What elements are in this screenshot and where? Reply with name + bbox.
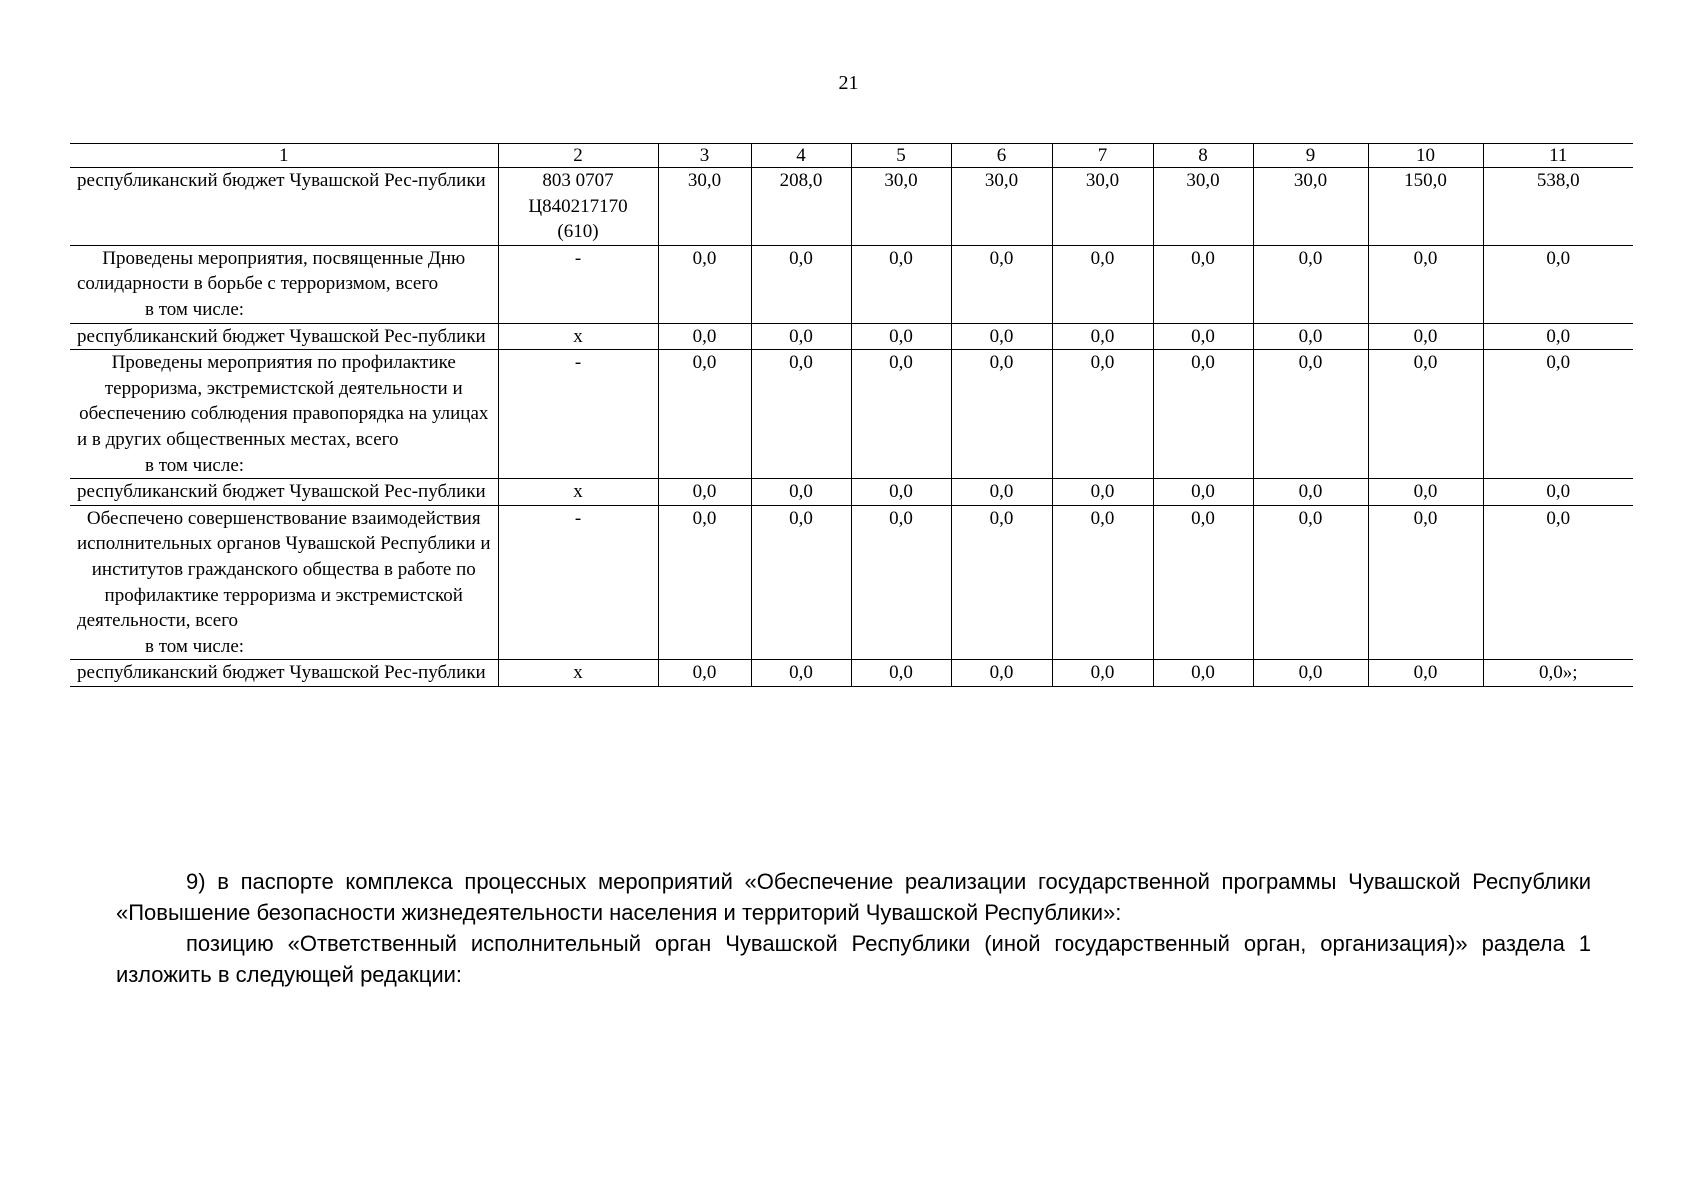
value-cell: 0,0: [1483, 323, 1633, 350]
row-label: Обеспечено совершенствование взаимодействия исполнительных органов Чувашской Республики и институтов гражданского общества в работе по профилактике терроризма и экстремистской деятельности, всего: [77, 507, 491, 632]
table-row: [70, 245, 1633, 323]
value-cell: 0,0: [851, 350, 951, 479]
row-label-cell: [70, 350, 498, 479]
column-header: 11: [1483, 144, 1633, 168]
row-subtotal-label: в том числе:: [145, 298, 245, 320]
value-cell: 0,0: [851, 323, 951, 350]
value-cell: 0,0: [658, 660, 751, 687]
value-cell: 30,0: [658, 168, 751, 246]
value-cell: 0,0: [1052, 505, 1153, 660]
budget-code-line: (610): [557, 221, 599, 243]
budget-code-line: 803 0707: [542, 170, 614, 191]
paragraph: позицию «Ответственный исполнительный орган Чувашской Республики (иной государственный орган, организация)» раздела 1 изложить в следующей редакции:: [116, 931, 1591, 987]
value-cell: 0,0: [751, 479, 851, 506]
column-header: 8: [1153, 144, 1253, 168]
budget-code-cell: [498, 660, 658, 687]
row-label: Проведены мероприятия по профилактике терроризма, экстремистской деятельности и обеспечению соблюдения правопорядка на улицах и в других общественных местах, всего: [77, 352, 489, 450]
value-cell: 0,0: [658, 505, 751, 660]
value-cell: 0,0: [1052, 660, 1153, 687]
value-cell: 0,0: [1253, 505, 1368, 660]
table-row: [70, 323, 1633, 350]
budget-code-line: х: [573, 662, 583, 684]
value-cell: 0,0: [1483, 350, 1633, 479]
value-cell: 0,0: [1052, 245, 1153, 323]
table-row: [70, 168, 1633, 246]
budget-code-cell: [498, 323, 658, 350]
budget-code-line: Ц840217170: [528, 195, 628, 217]
column-header: 10: [1368, 144, 1483, 168]
row-subtotal-label: в том числе:: [145, 635, 245, 657]
row-label: республиканский бюджет Чувашской Рес-публики: [77, 325, 486, 347]
value-cell: 0,0: [658, 245, 751, 323]
value-cell: 0,0: [1052, 323, 1153, 350]
row-label: республиканский бюджет Чувашской Рес-публики: [77, 170, 486, 191]
row-label: республиканский бюджет Чувашской Рес-публики: [77, 662, 486, 684]
row-label-cell: [70, 479, 498, 506]
column-header: 2: [498, 144, 658, 168]
row-label: Проведены мероприятия, посвященные Дню солидарности в борьбе с терроризмом, всего: [77, 247, 466, 295]
value-cell: 30,0: [951, 168, 1052, 246]
value-cell: 0,0: [951, 245, 1052, 323]
value-cell: 0,0: [751, 505, 851, 660]
column-header: 6: [951, 144, 1052, 168]
value-cell: 0,0: [1153, 323, 1253, 350]
value-cell: 0,0: [1253, 323, 1368, 350]
row-label-cell: [70, 323, 498, 350]
value-cell: 0,0: [1368, 479, 1483, 506]
value-cell: 208,0: [751, 168, 851, 246]
value-cell: 0,0: [1368, 660, 1483, 687]
table-row: [70, 660, 1633, 687]
column-header: 1: [70, 144, 498, 168]
value-cell: 0,0: [951, 323, 1052, 350]
budget-code-cell: [498, 168, 658, 246]
column-header: 7: [1052, 144, 1153, 168]
column-header: 4: [751, 144, 851, 168]
table-row: [70, 479, 1633, 506]
value-cell: 0,0: [1153, 245, 1253, 323]
row-label-cell: [70, 660, 498, 687]
value-cell: 0,0: [658, 479, 751, 506]
paragraph: 9) в паспорте комплекса процессных мероприятий «Обеспечение реализации государственной программы Чувашской Республики «Повышение безопасности жизнедеятельности населения и территорий Чувашской Республики»:: [116, 869, 1591, 925]
budget-code-cell: [498, 245, 658, 323]
budget-code-line: -: [574, 352, 582, 374]
value-cell: 0,0: [751, 323, 851, 350]
value-cell: 0,0: [1253, 660, 1368, 687]
value-cell: 0,0: [1052, 479, 1153, 506]
value-cell: 0,0: [1368, 323, 1483, 350]
value-cell: 0,0: [1153, 660, 1253, 687]
row-label: республиканский бюджет Чувашской Рес-публики: [77, 481, 486, 503]
value-cell: 0,0: [658, 323, 751, 350]
budget-code-line: -: [574, 247, 582, 269]
row-label-cell: [70, 245, 498, 323]
row-label-cell: [70, 505, 498, 660]
value-cell: 0,0: [1368, 350, 1483, 479]
value-cell: 0,0»;: [1483, 660, 1633, 687]
value-cell: 0,0: [951, 660, 1052, 687]
value-cell: 0,0: [951, 350, 1052, 479]
value-cell: 0,0: [658, 350, 751, 479]
value-cell: 538,0: [1483, 168, 1633, 246]
value-cell: 0,0: [751, 350, 851, 479]
budget-code-cell: [498, 350, 658, 479]
column-header: 3: [658, 144, 751, 168]
budget-code-cell: [498, 505, 658, 660]
value-cell: 150,0: [1368, 168, 1483, 246]
column-header: 5: [851, 144, 951, 168]
value-cell: 0,0: [1483, 505, 1633, 660]
row-label-cell: [70, 168, 498, 246]
table-row: [70, 505, 1633, 660]
value-cell: 0,0: [1253, 350, 1368, 479]
value-cell: 30,0: [851, 168, 951, 246]
value-cell: 0,0: [1052, 350, 1153, 479]
value-cell: 0,0: [751, 245, 851, 323]
value-cell: 0,0: [851, 660, 951, 687]
column-header: 9: [1253, 144, 1368, 168]
value-cell: 0,0: [951, 479, 1052, 506]
table-header-row: [70, 144, 1633, 168]
budget-code-line: -: [574, 507, 582, 529]
budget-table: [70, 143, 1633, 687]
value-cell: 30,0: [1153, 168, 1253, 246]
budget-code-line: х: [573, 481, 583, 503]
value-cell: 0,0: [1368, 245, 1483, 323]
value-cell: 0,0: [1253, 245, 1368, 323]
value-cell: 0,0: [751, 660, 851, 687]
value-cell: 30,0: [1253, 168, 1368, 246]
page-number: 21: [838, 72, 859, 94]
row-subtotal-label: в том числе:: [145, 454, 245, 476]
budget-code-line: х: [573, 325, 583, 347]
value-cell: 30,0: [1052, 168, 1153, 246]
value-cell: 0,0: [851, 245, 951, 323]
value-cell: 0,0: [1253, 479, 1368, 506]
value-cell: 0,0: [1153, 505, 1253, 660]
value-cell: 0,0: [851, 505, 951, 660]
value-cell: 0,0: [851, 479, 951, 506]
value-cell: 0,0: [1368, 505, 1483, 660]
value-cell: 0,0: [1483, 245, 1633, 323]
value-cell: 0,0: [1153, 479, 1253, 506]
body-text: [116, 866, 1591, 990]
budget-code-cell: [498, 479, 658, 506]
value-cell: 0,0: [951, 505, 1052, 660]
value-cell: 0,0: [1483, 479, 1633, 506]
table-row: [70, 350, 1633, 479]
value-cell: 0,0: [1153, 350, 1253, 479]
